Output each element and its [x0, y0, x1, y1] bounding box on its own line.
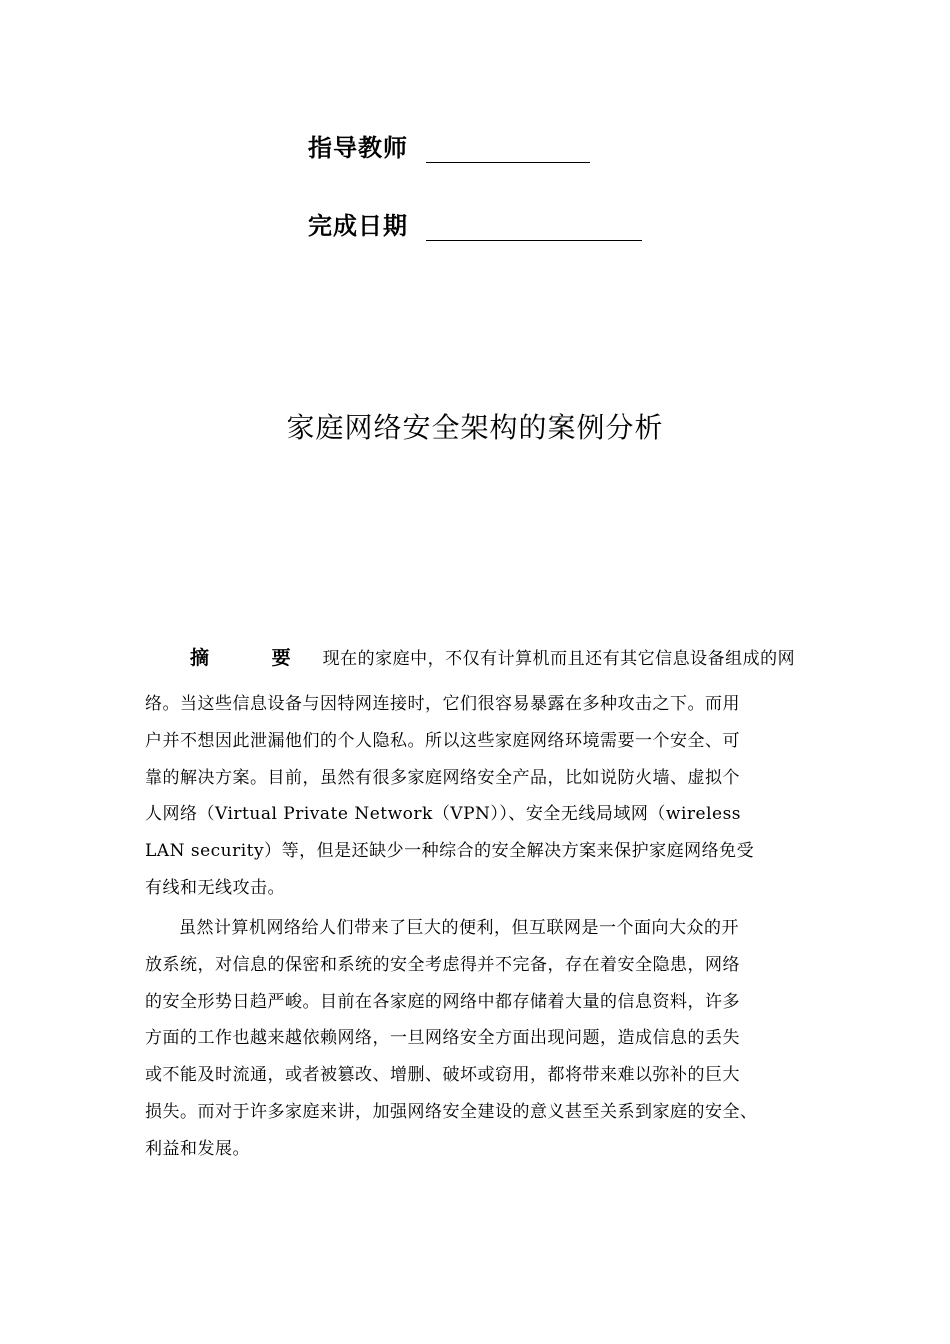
- completion-date-field: [308, 206, 642, 241]
- paragraph-line: 放系统，对信息的保密和系统的安全考虑得并不完备，存在着安全隐患，网络: [145, 954, 740, 975]
- completion-date-blank-line: [426, 216, 642, 241]
- paragraph-line: 或不能及时流通，或者被篡改、增删、破坏或窃用，都将带来难以弥补的巨大: [145, 1065, 740, 1086]
- paragraph-line: 的安全形势日趋严峻。目前在各家庭的网络中都存储着大量的信息资料，许多: [145, 991, 740, 1012]
- abstract-first-line: [190, 640, 810, 678]
- paragraph-line: 方面的工作也越来越依赖网络，一旦网络安全方面出现问题，造成信息的丢失: [145, 1028, 740, 1049]
- document-title: 家庭网络安全架构的案例分析: [286, 411, 664, 444]
- advisor-blank-line: [426, 138, 590, 163]
- paragraph-line: 虽然计算机网络给人们带来了巨大的便利，但互联网是一个面向大众的开: [179, 918, 739, 938]
- abstract-line: 有线和无线攻击。: [145, 877, 285, 898]
- abstract-line: 户并不想因此泄漏他们的个人隐私。所以这些家庭网络环境需要一个安全、可: [145, 730, 740, 751]
- abstract-label: 摘 要: [190, 647, 319, 669]
- abstract-line: LAN security）等，但是还缺少一种综合的安全解决方案来保护家庭网络免受: [145, 841, 755, 862]
- body-paragraph-2: [145, 910, 815, 1168]
- abstract-line: 靠的解决方案。目前，虽然有很多家庭网络安全产品，比如说防火墙、虚拟个: [145, 767, 740, 788]
- paragraph-line: 利益和发展。: [145, 1138, 250, 1159]
- advisor-label: 指导教师: [308, 134, 408, 162]
- abstract-paragraph: [145, 686, 815, 907]
- advisor-field: [308, 128, 590, 163]
- abstract-line-0: 现在的家庭中，不仅有计算机而且还有其它信息设备组成的网: [322, 649, 796, 669]
- paragraph-line: 损失。而对于许多家庭来讲，加强网络安全建设的意义甚至关系到家庭的安全、: [145, 1101, 758, 1122]
- completion-date-label: 完成日期: [308, 212, 408, 240]
- abstract-line: 络。当这些信息设备与因特网连接时，它们很容易暴露在多种攻击之下。而用: [145, 694, 740, 714]
- abstract-line: 人网络（Virtual Private Network（VPN））、安全无线局域网（wireless: [145, 804, 742, 825]
